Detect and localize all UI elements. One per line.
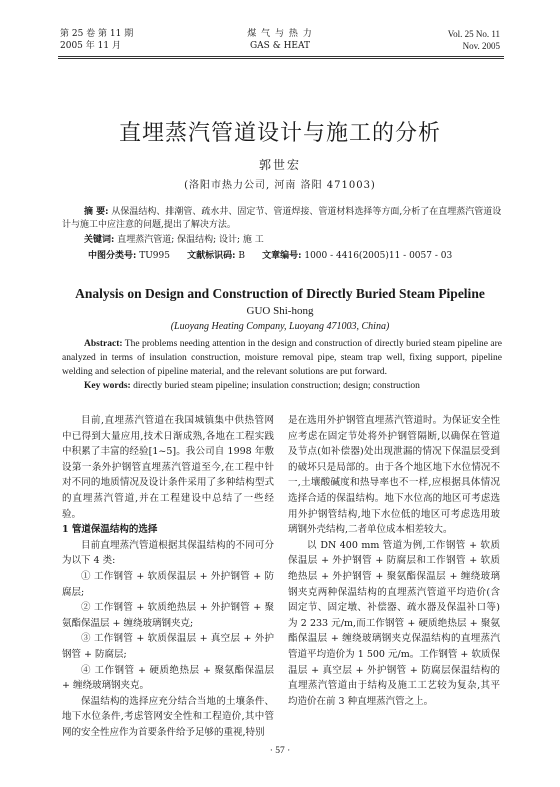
author-cn: 郭世宏 — [258, 158, 301, 172]
classification-row — [88, 250, 452, 262]
affiliation-cn: (洛阳市热力公司, 河南 洛阳 471003) — [184, 180, 376, 191]
abstract-en-label: Abstract: — [84, 339, 123, 349]
doc-code-label: 文献标识码: — [187, 251, 236, 261]
doc-code: B — [238, 251, 245, 261]
body-column-right — [288, 413, 500, 709]
keywords-en-label: Key words: — [84, 381, 131, 391]
paper-title-en: Analysis on Design and Construction of Directly Buried Steam Pipeline — [75, 286, 485, 301]
header-date-en: Nov. 2005 — [462, 41, 500, 51]
body-paragraph: 目前直埋蒸汽管道根据其保温结构的不同可分为以下 4 类: — [62, 539, 274, 567]
abstract-en-text: The problems needing attention in the design and construction of directly buried steam pipeline are analyzed in terms of insulation construction, moisture removal pipe, steam trap well, fixing support, pipeline welding and selection of pipeline material, and the relevant solutions are put forward. — [62, 339, 502, 377]
keywords-cn-label: 关键词: — [84, 235, 115, 245]
list-item: ② 工作钢管 + 软质绝热层 + 外护钢管 + 聚氨酯保温层 + 缠绕玻璃钢夹克; — [62, 602, 274, 629]
journal-name-en: GAS & HEAT — [249, 41, 311, 51]
abstract-cn-label: 摘 要: — [84, 207, 109, 217]
article-no-label: 文章编号: — [262, 251, 302, 261]
journal-header — [0, 28, 560, 58]
list-item: ③ 工作钢管 + 软质保温层 + 真空层 + 外护钢管 + 防腐层; — [62, 633, 274, 660]
paper-title-cn: 直埋蒸汽管道设计与施工的分析 — [118, 121, 441, 146]
header-rule-bottom — [58, 58, 504, 59]
section-heading: 1 管道保温结构的选择 — [62, 524, 158, 536]
body-paragraph: 目前,直埋蒸汽管道在我国城镇集中供热管网中已得到大量应用,技术日渐成熟,各地在工程实践中积累了丰富的经验[1~5]。我公司自 1998 年敷设第一条外护钢管直埋蒸汽管道至今,在工程中针对不同的地质情况及设计条件采用了多种结构型式的直埋蒸汽管道,并在工程建设中总结了一些经验。 — [62, 415, 274, 520]
clc-code: TU995 — [139, 251, 170, 261]
body-paragraph: 是在选用外护钢管直埋蒸汽管道时。为保证安全性应考虑在固定节处将外护钢管隔断,以确保在管道及节点(如补偿器)处出现泄漏的情况下保温层受到的破坏只是局部的。由于各个地区地下水位情况不一,土壤酸碱度和热导率也不一样,应根据具体情况选择合适的保温结构。地下水位高的地区可考虑选用外护钢管结构,地下水位低的地区可考虑选用玻璃钢外壳结构,二者单位成本相差较大。 — [288, 415, 500, 536]
abstract-en — [62, 337, 502, 393]
keywords-cn: 直埋蒸汽管道; 保温结构; 设计; 施 工 — [117, 235, 264, 245]
body-paragraph: 保温结构的选择应充分结合当地的土壤条件、地下水位条件,考虑管网安全性和工程造价,其中管网的安全性应作为首要条件给予足够的重视,特别 — [62, 695, 274, 738]
author-en: GUO Shi-hong — [246, 305, 314, 317]
article-no: 1000 - 4416(2005)11 - 0057 - 03 — [304, 251, 453, 261]
header-volume: 第 25 卷 第 11 期 — [60, 29, 134, 39]
body-paragraph: 以 DN 400 mm 管道为例,工作钢管 + 软质保温层 + 外护钢管 + 防腐层和工作钢管 + 软质绝热层 + 外护钢管 + 聚氨酯保温层 + 缠绕玻璃钢夹克两种保温结构的直埋蒸汽管道平均造价(含固定节、固定墩、补偿器、疏水器及保温补口等)为 2 233 元/m,而工作钢管 + 硬质绝热层 + 聚氨酯保温层 + 缠绕玻璃钢夹克保温结构的直埋蒸汽管道平均造价为 1 500 元/m。工作钢管 + 软质保温层 + 真空层 + 外护钢管 + 防腐层保温结构的直埋蒸汽管道由于结构及施工工艺较为复杂,其平均造价在前 3 种直埋蒸汽管之上。 — [288, 539, 500, 707]
header-volume-en — [448, 28, 500, 52]
page-number: · 57 · — [269, 746, 291, 756]
list-item: ④ 工作钢管 + 硬质绝热层 + 聚氨酯保温层 + 缠绕玻璃钢夹克。 — [62, 664, 274, 692]
abstract-cn-text: 从保温结构、排潮管、疏水井、固定节、管道焊接、管道材料选择等方面,分析了在直埋蒸汽管道设计与施工中应注意的问题,提出了解决方法。 — [62, 207, 502, 230]
body-column-left — [62, 413, 274, 740]
header-date-cn: 2005 年 11 月 — [60, 41, 121, 51]
clc-label: 中图分类号: — [88, 251, 137, 261]
keywords-en: directly buried steam pipeline; insulation construction; design; construction — [133, 381, 420, 391]
abstract-cn — [62, 206, 502, 247]
header-rule-top — [58, 56, 504, 57]
header-vol-no: Vol. 25 No. 11 — [447, 29, 500, 39]
journal-name-cn: 煤 气 与 热 力 — [247, 29, 313, 39]
affiliation-en: (Luoyang Heating Company, Luoyang 471003, China) — [170, 321, 390, 332]
list-item: ① 工作钢管 + 软质保温层 + 外护钢管 + 防腐层; — [62, 570, 274, 598]
